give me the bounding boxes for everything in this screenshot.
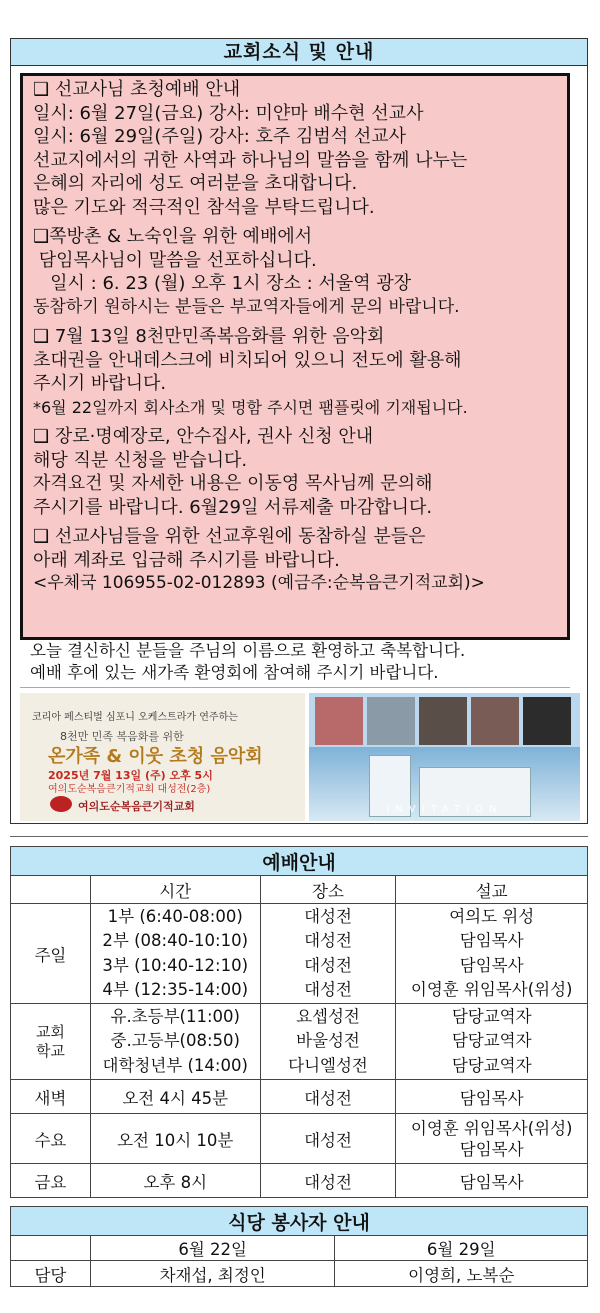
dawn-preacher: 담임목사 [396,1080,588,1114]
sunday-place: 대성전 [304,980,352,999]
friday-place: 대성전 [260,1164,396,1198]
notice-line: 일시: 6월 29일(주일) 강사: 호주 김범석 선교사 [33,126,407,147]
banner-invitation: INVITATION [386,804,503,815]
friday-label: 금요 [11,1164,91,1198]
friday-row [11,1164,588,1198]
sunday-place: 대성전 [304,955,352,975]
welcome-line: 오늘 결신하신 분들을 주님의 이름으로 환영하고 축복합니다. [30,641,466,660]
welcome-text [30,640,570,683]
notice-line: *6월 22일까지 회사소개 및 명함 주시면 팸플릿에 기재됩니다. [33,397,468,417]
dawn-label: 새벽 [11,1080,91,1114]
kitchen-label: 담당 [11,1261,91,1287]
school-row [11,1004,588,1080]
friday-preacher: 담임목사 [396,1164,588,1198]
notice-line: 일시 : 6. 23 (월) 오후 1시 장소 : 서울역 광장 [33,273,412,294]
section-separator [10,836,588,837]
school-time: 중.고등부(08:50) [110,1031,240,1051]
sunday-place: 대성전 [304,931,352,950]
banner-datetime: 2025년 7월 13일 (주) 오후 5시 [48,769,213,782]
school-place: 바울성전 [296,1031,360,1051]
notice-line: 은혜의 자리에 성도 여러분을 초대합니다. [33,173,358,194]
bank-account: <우체국 106955-02-012893 (예금주:순복음큰기적교회)> [33,573,485,593]
school-place: 요셉성전 [296,1006,360,1026]
school-label: 교회 [35,1022,65,1041]
notice-line: 해당 직분 신청을 받습니다. [33,449,248,471]
page-title: 교회소식 및 안내 [10,38,588,66]
notice-line: 자격요건 및 자세한 내용은 이동영 목사님께 문의해 [33,473,433,494]
notice-missionary [33,78,557,219]
banner-place: 여의도순복음큰기적교회 대성전(2층) [48,784,211,795]
notice-line: 동참하기 원하시는 분들은 부교역자들에게 문의 바랍니다. [33,296,460,317]
church-logo-icon [50,796,72,812]
col-place-header: 장소 [260,876,396,904]
notice-line: 초대권을 안내데스크에 비치되어 있으니 전도에 활용해 [33,349,462,371]
performer-photo [315,697,363,745]
sunday-preacher: 이영훈 위임목사(위성) [410,980,573,999]
notice-mission-support [33,525,557,596]
sunday-place: 대성전 [304,906,352,926]
kitchen-volunteer-table [10,1206,588,1287]
school-time: 유.초등부(11:00) [110,1006,240,1026]
notice-line: ❑ 7월 13일 8천만민족복음화를 위한 음악회 [33,326,385,347]
wednesday-preacher: 이영훈 위임목사(위성) [410,1118,573,1138]
worship-title: 예배안내 [11,847,588,876]
notice-line: 아래 계좌로 입금해 주시기를 바랍니다. [33,549,340,571]
notice-concert [33,325,557,419]
notice-homeless-worship [33,225,557,319]
kitchen-title: 식당 봉사자 안내 [11,1207,588,1236]
banner-church: 여의도순복음큰기적교회 [78,800,195,813]
friday-time: 오후 8시 [90,1164,260,1198]
worship-table [10,846,588,1198]
school-preacher: 담당교역자 [451,1006,532,1026]
banner-image-panel [309,693,580,821]
wednesday-label: 수요 [11,1114,91,1164]
notice-line: 주시기를 바랍니다. 6월29일 서류제출 마감합니다. [33,496,433,518]
banner-presenter: 코리아 페스티벌 심포니 오케스트라가 연주하는 [32,712,238,723]
notice-line: 일시: 6월 27일(금요) 강사: 미얀마 배수현 선교사 [33,102,424,124]
school-preacher: 담당교역자 [451,1031,532,1051]
notice-line: 주시기 바랍니다. [33,373,167,394]
sunday-time: 1부 (6:40-08:00) [107,906,243,926]
notice-line: ❑쪽방촌 & 노숙인을 위한 예배에서 [33,226,313,247]
sunday-preacher: 담임목사 [459,955,524,975]
school-time: 대학청년부 (14:00) [102,1055,248,1075]
banner-headline: 온가족 & 이웃 초청 음악회 [48,746,263,767]
performer-photo [471,697,519,745]
col-preacher-header: 설교 [396,876,588,904]
sunday-time: 3부 (10:40-12:10) [102,955,249,975]
sunday-preacher: 담임목사 [459,931,524,950]
col-time-header: 시간 [90,876,260,904]
notice-line: 담임목사님이 말씀을 선포하십니다. [33,249,317,271]
banner-subtitle: 8천만 민족 복음화를 위한 [60,730,184,743]
sunday-row [11,904,588,1004]
notice-box [20,73,570,640]
school-preacher: 담당교역자 [451,1055,532,1075]
performer-photo [523,697,571,745]
wednesday-place: 대성전 [260,1114,396,1164]
notice-line: 선교지에서의 귀한 사역과 하나님의 말씀을 함께 나누는 [33,149,468,171]
wednesday-time: 오전 10시 10분 [90,1114,260,1164]
notice-line: ❑ 선교사님 초청예배 안내 [33,79,241,100]
notice-elder-application [33,425,557,519]
banner-text-panel [20,693,305,821]
school-place: 다니엘성전 [288,1055,368,1075]
kitchen-names: 이영희, 노복순 [335,1261,588,1287]
wednesday-row [11,1114,588,1164]
performer-photo [419,697,467,745]
divider [20,687,570,688]
notice-line: ❑ 장로·명예장로, 안수집사, 권사 신청 안내 [33,426,374,447]
school-label: 학교 [35,1041,65,1060]
welcome-line: 예배 후에 있는 새가족 환영회에 참여해 주시기 바랍니다. [30,662,439,682]
wednesday-preacher: 담임목사 [459,1139,524,1159]
dawn-time: 오전 4시 45분 [90,1080,260,1114]
sunday-time: 2부 (08:40-10:10) [102,931,249,950]
concert-banner[interactable] [20,693,580,821]
notice-line: 많은 기도와 적극적인 참석을 부탁드립니다. [33,196,375,218]
dawn-place: 대성전 [260,1080,396,1114]
kitchen-names: 차재섭, 최정인 [90,1261,335,1287]
kitchen-date: 6월 22일 [90,1236,335,1261]
sunday-time: 4부 (12:35-14:00) [102,980,249,999]
kitchen-date: 6월 29일 [335,1236,588,1261]
notice-line: ❑ 선교사님들을 위한 선교후원에 동참하실 분들은 [33,526,426,547]
performer-photo [367,697,415,745]
sunday-preacher: 여의도 위성 [449,906,535,926]
sunday-label: 주일 [11,904,91,1004]
dawn-row [11,1080,588,1114]
